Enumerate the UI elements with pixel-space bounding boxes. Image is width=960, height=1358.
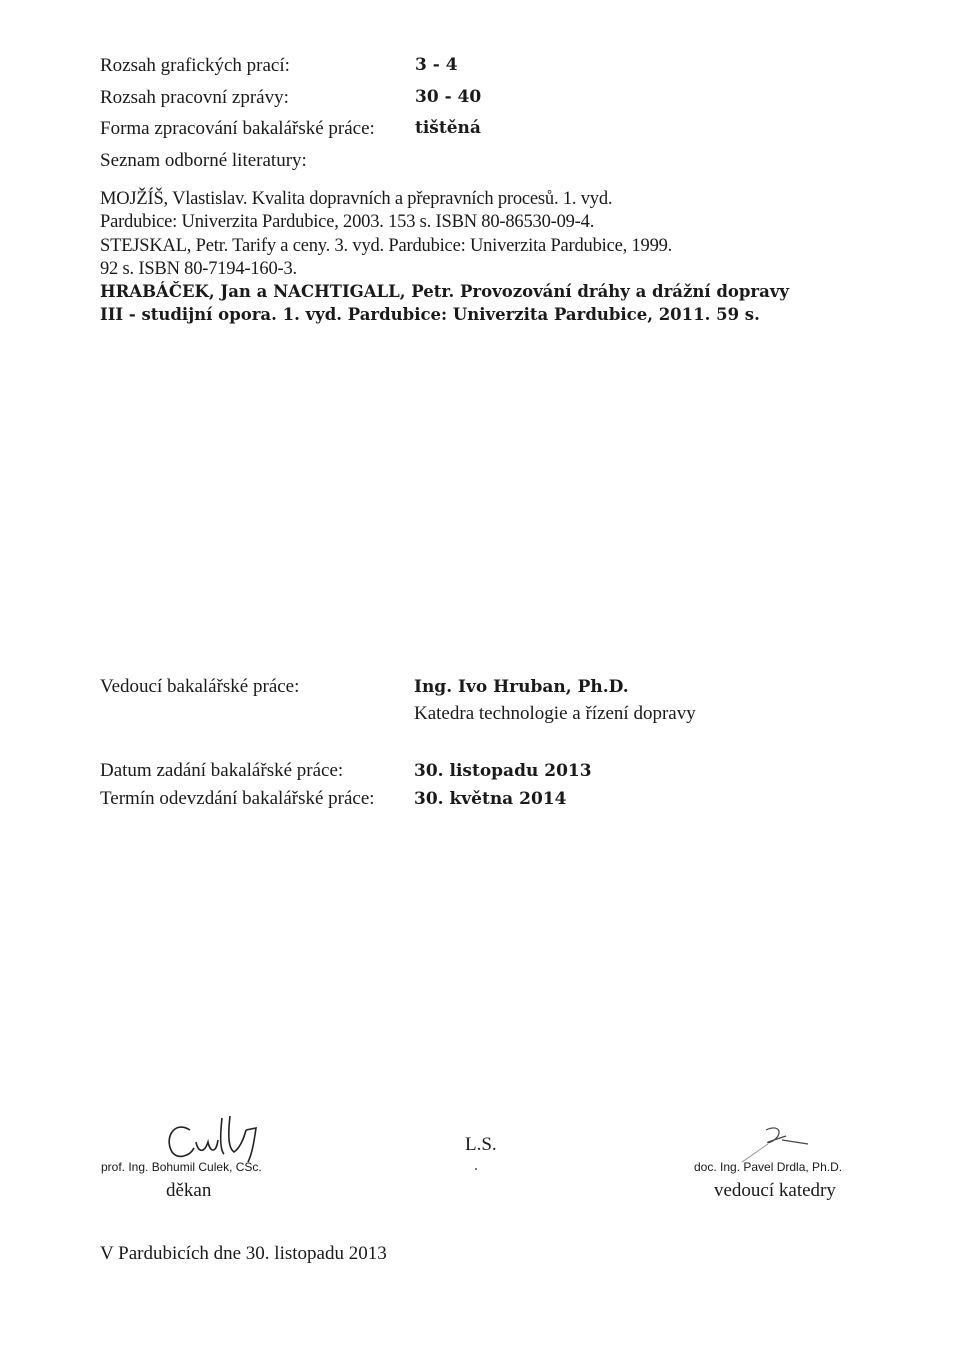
thesis-form-label: Forma zpracování bakalářské práce:: [100, 118, 375, 139]
supervisor-label: Vedoucí bakalářské práce:: [100, 676, 300, 697]
graphics-scope-label: Rozsah grafických prací:: [100, 55, 290, 76]
stamp-dot: [475, 1168, 477, 1170]
report-scope-value: 30 - 40: [415, 87, 482, 107]
reference-3-line-2: III - studijní opora. 1. vyd. Pardubice: Univerzita Pardubice, 2011. 59 s.: [100, 305, 760, 325]
assignment-date-value: 30. listopadu 2013: [414, 761, 592, 781]
reference-2-line-1: STEJSKAL, Petr. Tarify a ceny. 3. vyd. Pardubice: Univerzita Pardubice, 1999.: [100, 235, 673, 256]
reference-2-line-2: 92 s. ISBN 80-7194-160-3.: [100, 258, 297, 279]
reference-3-line-1: HRABÁČEK, Jan a NACHTIGALL, Petr. Provozování dráhy a drážní dopravy: [100, 282, 789, 302]
reference-1-line-2: Pardubice: Univerzita Pardubice, 2003. 153 s. ISBN 80-86530-09-4.: [100, 212, 595, 233]
head-name: doc. Ing. Pavel Drdla, Ph.D.: [694, 1160, 843, 1174]
supervisor-name: Ing. Ivo Hruban, Ph.D.: [414, 677, 629, 697]
head-signature: [738, 1120, 818, 1164]
supervisor-department: Katedra technologie a řízení dopravy: [414, 703, 696, 724]
dean-name: prof. Ing. Bohumil Culek, CSc.: [101, 1160, 262, 1174]
report-scope-label: Rozsah pracovní zprávy:: [100, 87, 289, 108]
dean-signature: [160, 1108, 270, 1168]
stamp-placeholder: L.S.: [465, 1134, 497, 1155]
submission-date-label: Termín odevzdání bakalářské práce:: [100, 788, 375, 809]
reference-list: [100, 189, 900, 329]
assignment-date-label: Datum zadání bakalářské práce:: [100, 760, 344, 781]
dean-role: děkan: [166, 1180, 212, 1201]
submission-date-value: 30. května 2014: [414, 789, 567, 809]
graphics-scope-value: 3 - 4: [415, 55, 458, 75]
head-role: vedoucí katedry: [714, 1180, 836, 1201]
place-date-footer: V Pardubicích dne 30. listopadu 2013: [100, 1243, 387, 1264]
thesis-form-value: tištěná: [415, 118, 481, 138]
literature-label: Seznam odborné literatury:: [100, 150, 307, 171]
reference-1-line-1: MOJŽÍŠ, Vlastislav. Kvalita dopravních a přepravních procesů. 1. vyd.: [100, 189, 613, 209]
